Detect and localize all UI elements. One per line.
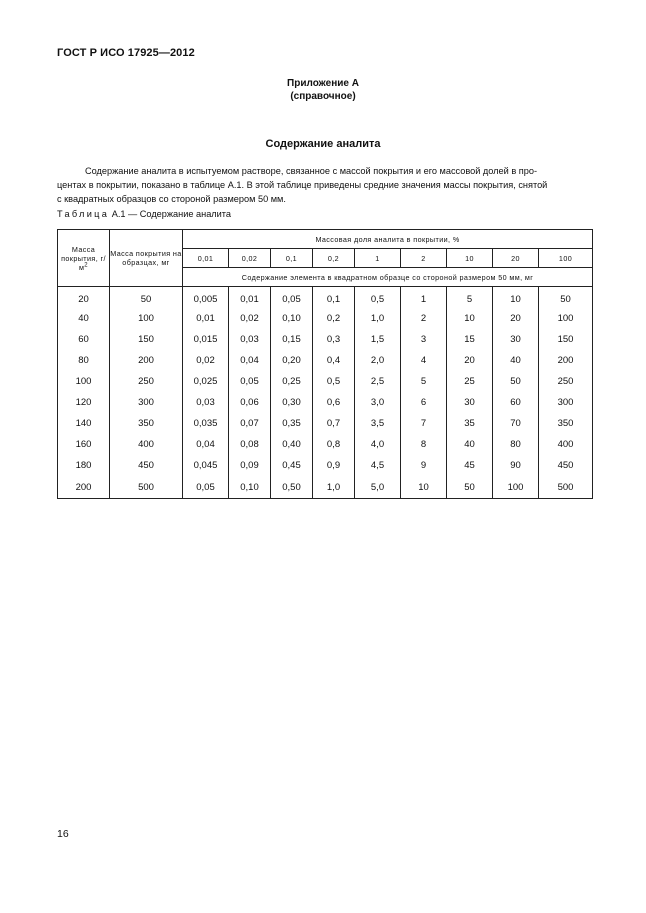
fraction-header: 0,01 [183, 249, 229, 268]
table-cell: 40 [447, 434, 493, 455]
table-cell: 0,30 [271, 392, 313, 413]
table-cell: 300 [110, 392, 183, 413]
table-cell: 2,0 [355, 350, 401, 371]
col-header-coating-mass [58, 230, 110, 287]
table-cell: 0,6 [313, 392, 355, 413]
table-cell: 50 [493, 371, 539, 392]
table-cell: 0,5 [313, 371, 355, 392]
table-cell: 50 [110, 287, 183, 309]
table-cell: 3,5 [355, 413, 401, 434]
table-cell: 0,045 [183, 455, 229, 476]
table-row [58, 371, 593, 392]
appendix-heading [0, 77, 646, 103]
table-cell: 100 [110, 308, 183, 329]
table-row [58, 476, 593, 499]
fraction-header: 1 [355, 249, 401, 268]
table-cell: 4,0 [355, 434, 401, 455]
table-cell: 5,0 [355, 476, 401, 499]
table-row [58, 434, 593, 455]
table-cell: 1 [401, 287, 447, 309]
table-cell: 0,45 [271, 455, 313, 476]
table-cell: 30 [447, 392, 493, 413]
table-cell: 450 [110, 455, 183, 476]
fraction-header: 2 [401, 249, 447, 268]
table-cell: 9 [401, 455, 447, 476]
table-cell: 0,06 [229, 392, 271, 413]
table-row [58, 455, 593, 476]
table-cell: 0,07 [229, 413, 271, 434]
intro-line: Содержание аналита в испытуемом растворе, связанное с массой покрытия и его массовой долей в про- [85, 166, 538, 176]
table-cell: 150 [539, 329, 593, 350]
table-cell: 250 [110, 371, 183, 392]
table-cell: 0,09 [229, 455, 271, 476]
table-cell: 400 [539, 434, 593, 455]
table-cell: 100 [493, 476, 539, 499]
table-row [58, 308, 593, 329]
table-cell: 0,40 [271, 434, 313, 455]
table-cell: 0,20 [271, 350, 313, 371]
table-cell: 5 [447, 287, 493, 309]
analyte-table [57, 229, 593, 499]
subheader-element-content: Содержание элемента в квадратном образце со стороной размером 50 мм, мг [183, 268, 593, 287]
table-cell: 400 [110, 434, 183, 455]
table-cell: 1,0 [313, 476, 355, 499]
table-cell: 45 [447, 455, 493, 476]
table-cell: 350 [110, 413, 183, 434]
table-cell: 0,1 [313, 287, 355, 309]
table-cell: 0,8 [313, 434, 355, 455]
table-caption-label: Таблица [57, 209, 110, 219]
table-cell: 40 [58, 308, 110, 329]
table-cell: 10 [493, 287, 539, 309]
table-cell: 2 [401, 308, 447, 329]
table-cell: 2,5 [355, 371, 401, 392]
table-cell: 50 [539, 287, 593, 309]
table-cell: 0,015 [183, 329, 229, 350]
col-header-sample-mass: Масса покрытия на образцах, мг [110, 230, 183, 287]
table-cell: 100 [58, 371, 110, 392]
table-cell: 0,025 [183, 371, 229, 392]
fraction-header: 0,2 [313, 249, 355, 268]
table-cell: 0,10 [229, 476, 271, 499]
table-cell: 3,0 [355, 392, 401, 413]
table-row [58, 392, 593, 413]
intro-line: с квадратных образцов со стороной размером 50 мм. [57, 194, 286, 204]
table-row [58, 413, 593, 434]
table-cell: 20 [58, 287, 110, 309]
fraction-header: 100 [539, 249, 593, 268]
table-cell: 0,05 [183, 476, 229, 499]
section-title: Содержание аналита [265, 138, 381, 150]
table-cell: 15 [447, 329, 493, 350]
table-cell: 0,03 [183, 392, 229, 413]
table-row [58, 287, 593, 309]
table-caption-text: А.1 — Содержание аналита [111, 209, 232, 219]
table-cell: 4 [401, 350, 447, 371]
table-cell: 0,25 [271, 371, 313, 392]
table-cell: 0,08 [229, 434, 271, 455]
table-cell: 0,4 [313, 350, 355, 371]
table-cell: 0,035 [183, 413, 229, 434]
col-header-coating-mass-sup: 2 [84, 262, 89, 269]
table-cell: 0,7 [313, 413, 355, 434]
group-header-mass-fraction: Массовая доля аналита в покрытии, % [183, 230, 593, 249]
table-cell: 80 [58, 350, 110, 371]
table-cell: 35 [447, 413, 493, 434]
appendix-title: Приложение А [287, 78, 359, 89]
table-cell: 10 [447, 308, 493, 329]
table-cell: 0,005 [183, 287, 229, 309]
table-cell: 140 [58, 413, 110, 434]
table-cell: 8 [401, 434, 447, 455]
table-cell: 0,03 [229, 329, 271, 350]
table-cell: 200 [539, 350, 593, 371]
table-cell: 0,3 [313, 329, 355, 350]
table-cell: 50 [447, 476, 493, 499]
table-cell: 0,02 [229, 308, 271, 329]
table-cell: 80 [493, 434, 539, 455]
table-row [58, 329, 593, 350]
table-cell: 6 [401, 392, 447, 413]
fraction-header: 20 [493, 249, 539, 268]
table-cell: 30 [493, 329, 539, 350]
table-cell: 250 [539, 371, 593, 392]
table-cell: 60 [58, 329, 110, 350]
table-cell: 0,5 [355, 287, 401, 309]
table-cell: 350 [539, 413, 593, 434]
table-cell: 0,04 [183, 434, 229, 455]
intro-line: центах в покрытии, показано в таблице А.1. В этой таблице приведены средние значения массы покрытия, снятой [57, 180, 548, 190]
table-cell: 0,05 [229, 371, 271, 392]
table-cell: 0,10 [271, 308, 313, 329]
table-cell: 4,5 [355, 455, 401, 476]
table-cell: 25 [447, 371, 493, 392]
table-cell: 0,05 [271, 287, 313, 309]
table-cell: 500 [539, 476, 593, 499]
appendix-subtitle: (справочное) [290, 91, 356, 102]
table-cell: 5 [401, 371, 447, 392]
table-cell: 180 [58, 455, 110, 476]
table-row [58, 350, 593, 371]
table-cell: 0,50 [271, 476, 313, 499]
table-cell: 150 [110, 329, 183, 350]
table-cell: 0,2 [313, 308, 355, 329]
table-cell: 200 [58, 476, 110, 499]
table-cell: 450 [539, 455, 593, 476]
table-cell: 0,01 [229, 287, 271, 309]
table-cell: 200 [110, 350, 183, 371]
table-cell: 500 [110, 476, 183, 499]
table-cell: 0,04 [229, 350, 271, 371]
table-cell: 90 [493, 455, 539, 476]
table-cell: 3 [401, 329, 447, 350]
fraction-header: 10 [447, 249, 493, 268]
table-cell: 0,35 [271, 413, 313, 434]
page-number: 16 [57, 828, 69, 840]
table-cell: 120 [58, 392, 110, 413]
table-cell: 20 [447, 350, 493, 371]
document-header: ГОСТ Р ИСО 17925—2012 [57, 47, 195, 59]
table-cell: 0,02 [183, 350, 229, 371]
table-cell: 160 [58, 434, 110, 455]
col-header-coating-mass-text: Масса покрытия, г/м [61, 244, 106, 272]
table-cell: 0,9 [313, 455, 355, 476]
fraction-header: 0,1 [271, 249, 313, 268]
table-cell: 10 [401, 476, 447, 499]
table-cell: 100 [539, 308, 593, 329]
intro-paragraph [57, 164, 592, 206]
table-cell: 0,01 [183, 308, 229, 329]
table-cell: 7 [401, 413, 447, 434]
table-cell: 300 [539, 392, 593, 413]
table-cell: 60 [493, 392, 539, 413]
table-cell: 1,5 [355, 329, 401, 350]
table-cell: 40 [493, 350, 539, 371]
table-cell: 1,0 [355, 308, 401, 329]
table-cell: 0,15 [271, 329, 313, 350]
table-caption [57, 209, 231, 219]
fraction-header: 0,02 [229, 249, 271, 268]
table-cell: 70 [493, 413, 539, 434]
table-cell: 20 [493, 308, 539, 329]
